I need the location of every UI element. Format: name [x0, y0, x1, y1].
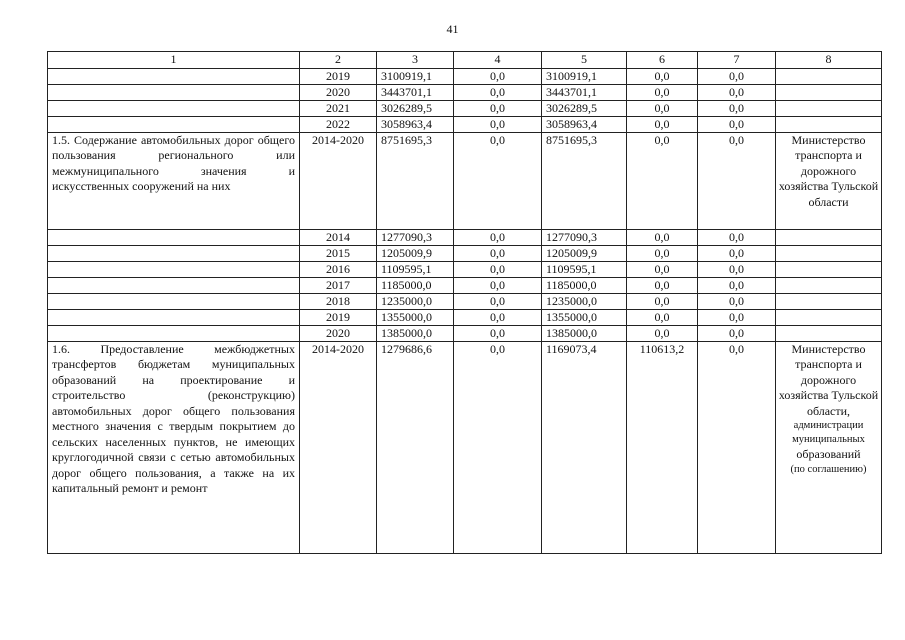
- table-row: [48, 68, 882, 84]
- budget-table: [47, 51, 882, 554]
- value-cell: 0,0: [698, 309, 776, 325]
- executor-cell: [776, 100, 882, 116]
- year-cell: 2018: [300, 293, 377, 309]
- description-cell: [48, 309, 300, 325]
- year-cell: 2021: [300, 100, 377, 116]
- value-cell: 0,0: [454, 84, 542, 100]
- table-row: [48, 229, 882, 245]
- description-cell: [48, 261, 300, 277]
- col-header-8: 8: [776, 52, 882, 69]
- year-cell: 2015: [300, 245, 377, 261]
- value-cell: 1169073,4: [542, 341, 627, 553]
- year-cell: 2016: [300, 261, 377, 277]
- year-cell: 2019: [300, 68, 377, 84]
- col-header-1: 1: [48, 52, 300, 69]
- table-row: [48, 116, 882, 132]
- table-row: [48, 100, 882, 116]
- value-cell: 0,0: [698, 132, 776, 229]
- value-cell: 0,0: [698, 341, 776, 553]
- value-cell: 0,0: [627, 84, 698, 100]
- value-cell: 0,0: [454, 293, 542, 309]
- col-header-2: 2: [300, 52, 377, 69]
- value-cell: 0,0: [627, 245, 698, 261]
- value-cell: 3058963,4: [377, 116, 454, 132]
- value-cell: 0,0: [454, 309, 542, 325]
- executor-cell: [776, 116, 882, 132]
- item-1-5-description: 1.5. Содержание автомобильных дорог общего пользования регионального или межмуниципального значения и искусственных сооружений на них: [48, 132, 300, 229]
- executor-agreement: (по соглашению): [790, 463, 867, 475]
- year-cell: 2014: [300, 229, 377, 245]
- value-cell: 1279686,6: [377, 341, 454, 553]
- value-cell: 0,0: [454, 245, 542, 261]
- executor-cell: [776, 229, 882, 245]
- executor-cell: [776, 309, 882, 325]
- col-header-5: 5: [542, 52, 627, 69]
- value-cell: 8751695,3: [377, 132, 454, 229]
- value-cell: 0,0: [698, 261, 776, 277]
- executor-cell: [776, 261, 882, 277]
- value-cell: 8751695,3: [542, 132, 627, 229]
- table-row: [48, 293, 882, 309]
- executor-formations: образований: [796, 447, 861, 461]
- value-cell: 0,0: [627, 116, 698, 132]
- value-cell: 0,0: [698, 116, 776, 132]
- col-header-4: 4: [454, 52, 542, 69]
- value-cell: 110613,2: [627, 341, 698, 553]
- value-cell: 3026289,5: [542, 100, 627, 116]
- value-cell: 0,0: [698, 277, 776, 293]
- executor-cell: [776, 325, 882, 341]
- header-row: [48, 52, 882, 69]
- value-cell: 0,0: [627, 261, 698, 277]
- description-cell: [48, 277, 300, 293]
- table-row: [48, 325, 882, 341]
- value-cell: 0,0: [698, 84, 776, 100]
- description-cell: [48, 293, 300, 309]
- value-cell: 0,0: [454, 132, 542, 229]
- value-cell: 1109595,1: [542, 261, 627, 277]
- value-cell: 0,0: [454, 68, 542, 84]
- value-cell: 0,0: [627, 68, 698, 84]
- value-cell: 1277090,3: [377, 229, 454, 245]
- value-cell: 0,0: [698, 325, 776, 341]
- year-cell: 2020: [300, 325, 377, 341]
- value-cell: 0,0: [627, 309, 698, 325]
- value-cell: 1205009,9: [542, 245, 627, 261]
- value-cell: 3026289,5: [377, 100, 454, 116]
- value-cell: 0,0: [454, 116, 542, 132]
- value-cell: 0,0: [454, 325, 542, 341]
- item-1-5-executor: Министерство транспорта и дорожного хозяйства Тульской области: [776, 132, 882, 229]
- table-row: [48, 261, 882, 277]
- table-row: [48, 277, 882, 293]
- value-cell: 0,0: [698, 293, 776, 309]
- description-cell: [48, 100, 300, 116]
- executor-cell: [776, 84, 882, 100]
- year-cell: 2022: [300, 116, 377, 132]
- value-cell: 1205009,9: [377, 245, 454, 261]
- item-1-6-description: 1.6. Предоставление межбюджетных трансфертов бюджетам муниципальных образований на проектирование и строительство (реконструкцию) автомобильных дорог общего пользования местного значения с твердым покрытием до сельских населенных пунктов, не имеющих круглогодичной связи с сетью автомобильных дорог общего пользования, а также на их капитальный ремонт и ремонт: [48, 341, 300, 553]
- col-header-6: 6: [627, 52, 698, 69]
- table-row: [48, 245, 882, 261]
- year-cell: 2020: [300, 84, 377, 100]
- table-row-item-1-5: [48, 132, 882, 229]
- value-cell: 0,0: [698, 100, 776, 116]
- description-cell: [48, 68, 300, 84]
- period-cell: 2014-2020: [300, 132, 377, 229]
- value-cell: 1185000,0: [542, 277, 627, 293]
- description-cell: [48, 84, 300, 100]
- executor-main: Министерство транспорта и дорожного хозяйства Тульской области,: [778, 341, 879, 418]
- value-cell: 1277090,3: [542, 229, 627, 245]
- value-cell: 1235000,0: [542, 293, 627, 309]
- value-cell: 0,0: [627, 277, 698, 293]
- col-header-3: 3: [377, 52, 454, 69]
- value-cell: 0,0: [698, 68, 776, 84]
- value-cell: 0,0: [454, 261, 542, 277]
- value-cell: 1235000,0: [377, 293, 454, 309]
- table-row: [48, 309, 882, 325]
- col-header-7: 7: [698, 52, 776, 69]
- value-cell: 1355000,0: [377, 309, 454, 325]
- item-1-6-executor: [776, 341, 882, 553]
- value-cell: 0,0: [627, 293, 698, 309]
- description-cell: [48, 116, 300, 132]
- value-cell: 0,0: [627, 100, 698, 116]
- value-cell: 3100919,1: [542, 68, 627, 84]
- description-cell: [48, 245, 300, 261]
- period-cell: 2014-2020: [300, 341, 377, 553]
- value-cell: 0,0: [698, 229, 776, 245]
- executor-cell: [776, 293, 882, 309]
- executor-cell: [776, 68, 882, 84]
- value-cell: 1385000,0: [377, 325, 454, 341]
- value-cell: 3443701,1: [542, 84, 627, 100]
- value-cell: 3100919,1: [377, 68, 454, 84]
- value-cell: 1385000,0: [542, 325, 627, 341]
- value-cell: 3443701,1: [377, 84, 454, 100]
- value-cell: 1185000,0: [377, 277, 454, 293]
- value-cell: 1109595,1: [377, 261, 454, 277]
- value-cell: 0,0: [454, 229, 542, 245]
- value-cell: 3058963,4: [542, 116, 627, 132]
- year-cell: 2019: [300, 309, 377, 325]
- year-cell: 2017: [300, 277, 377, 293]
- value-cell: 0,0: [627, 325, 698, 341]
- executor-cell: [776, 245, 882, 261]
- value-cell: 1355000,0: [542, 309, 627, 325]
- table-row: [48, 84, 882, 100]
- table-row-item-1-6: [48, 341, 882, 553]
- description-cell: [48, 325, 300, 341]
- executor-municipal: администрации муниципальных: [792, 420, 865, 445]
- page-number: 41: [446, 22, 459, 36]
- value-cell: 0,0: [627, 229, 698, 245]
- value-cell: 0,0: [454, 277, 542, 293]
- value-cell: 0,0: [454, 341, 542, 553]
- description-cell: [48, 229, 300, 245]
- value-cell: 0,0: [627, 132, 698, 229]
- executor-cell: [776, 277, 882, 293]
- value-cell: 0,0: [454, 100, 542, 116]
- value-cell: 0,0: [698, 245, 776, 261]
